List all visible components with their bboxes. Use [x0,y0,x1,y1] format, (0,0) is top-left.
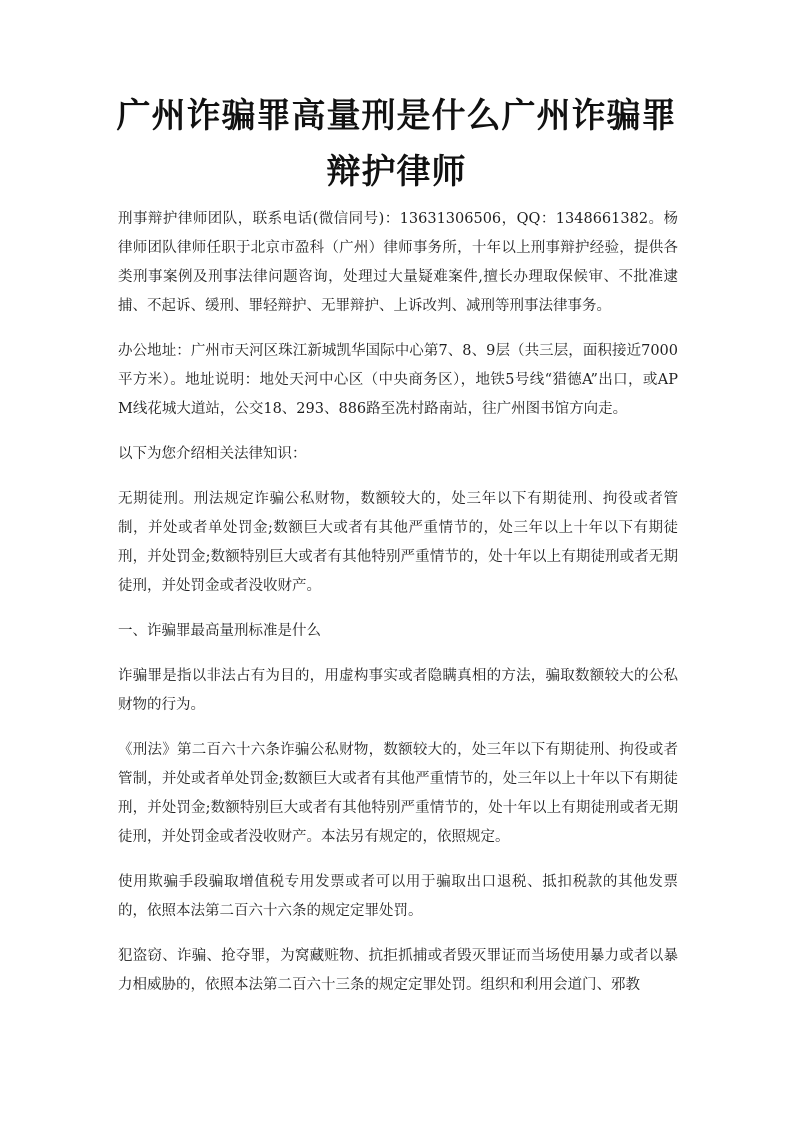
paragraph-fraud-definition: 诈骗罪是指以非法占有为目的，用虚构事实或者隐瞒真相的方法，骗取数额较大的公私财物的行为。 [118,668,678,713]
document-body [118,205,678,1016]
paragraph-life-sentence: 无期徒刑。刑法规定诈骗公私财物，数额较大的，处三年以下有期徒刑、拘役或者管制，并处或者单处罚金;数额巨大或者有其他严重情节的，处三年以上十年以下有期徒刑，并处罚金;数额特别巨大或者有其他特别严重情节的，处十年以上有期徒刑或者无期徒刑，并处罚金或者没收财产。 [118,491,678,594]
paragraph-robbery-transform: 犯盗窃、诈骗、抢夺罪，为窝藏赃物、抗拒抓捕或者毁灭罪证而当场使用暴力或者以暴力相威胁的，依照本法第二百六十三条的规定定罪处罚。组织和利用会道门、邪教 [118,948,678,993]
paragraph-criminal-law-266: 《刑法》第二百六十六条诈骗公私财物，数额较大的，处三年以下有期徒刑、拘役或者管制，并处或者单处罚金;数额巨大或者有其他严重情节的，处三年以上十年以下有期徒刑，并处罚金;数额特别巨大或者有其他特别严重情节的，处十年以上有期徒刑或者无期徒刑，并处罚金或者没收财产。本法另有规定的，依照规定。 [118,742,678,845]
section-heading-1: 一、诈骗罪最高量刑标准是什么 [118,623,321,639]
paragraph-invoice-fraud: 使用欺骗手段骗取增值税专用发票或者可以用于骗取出口退税、抵扣税款的其他发票的，依照本法第二百六十六条的规定定罪处罚。 [118,874,678,919]
paragraph-lawyer-intro: 刑事辩护律师团队，联系电话(微信同号)：13631306506，QQ：1348661382。杨律师团队律师任职于北京市盈科（广州）律师事务所，十年以上刑事辩护经验，提供各类刑事案例及刑事法律问题咨询，处理过大量疑难案件,擅长办理取保候审、不批准逮捕、不起诉、缓刑、罪轻辩护、无罪辩护、上诉改判、减刑等刑事法律事务。 [118,211,678,314]
paragraph-office-address: 办公地址：广州市天河区珠江新城凯华国际中心第7、8、9层（共三层，面积接近7000平方米）。地址说明：地处天河中心区（中央商务区），地铁5号线“猎德A”出口，或APM线花城大道站，公交18、293、886路至冼村路南站，往广州图书馆方向走。 [118,343,678,417]
paragraph-intro-line: 以下为您介绍相关法律知识： [118,446,307,462]
document-title: 广州诈骗罪高量刑是什么广州诈骗罪辩护律师 [116,96,677,192]
